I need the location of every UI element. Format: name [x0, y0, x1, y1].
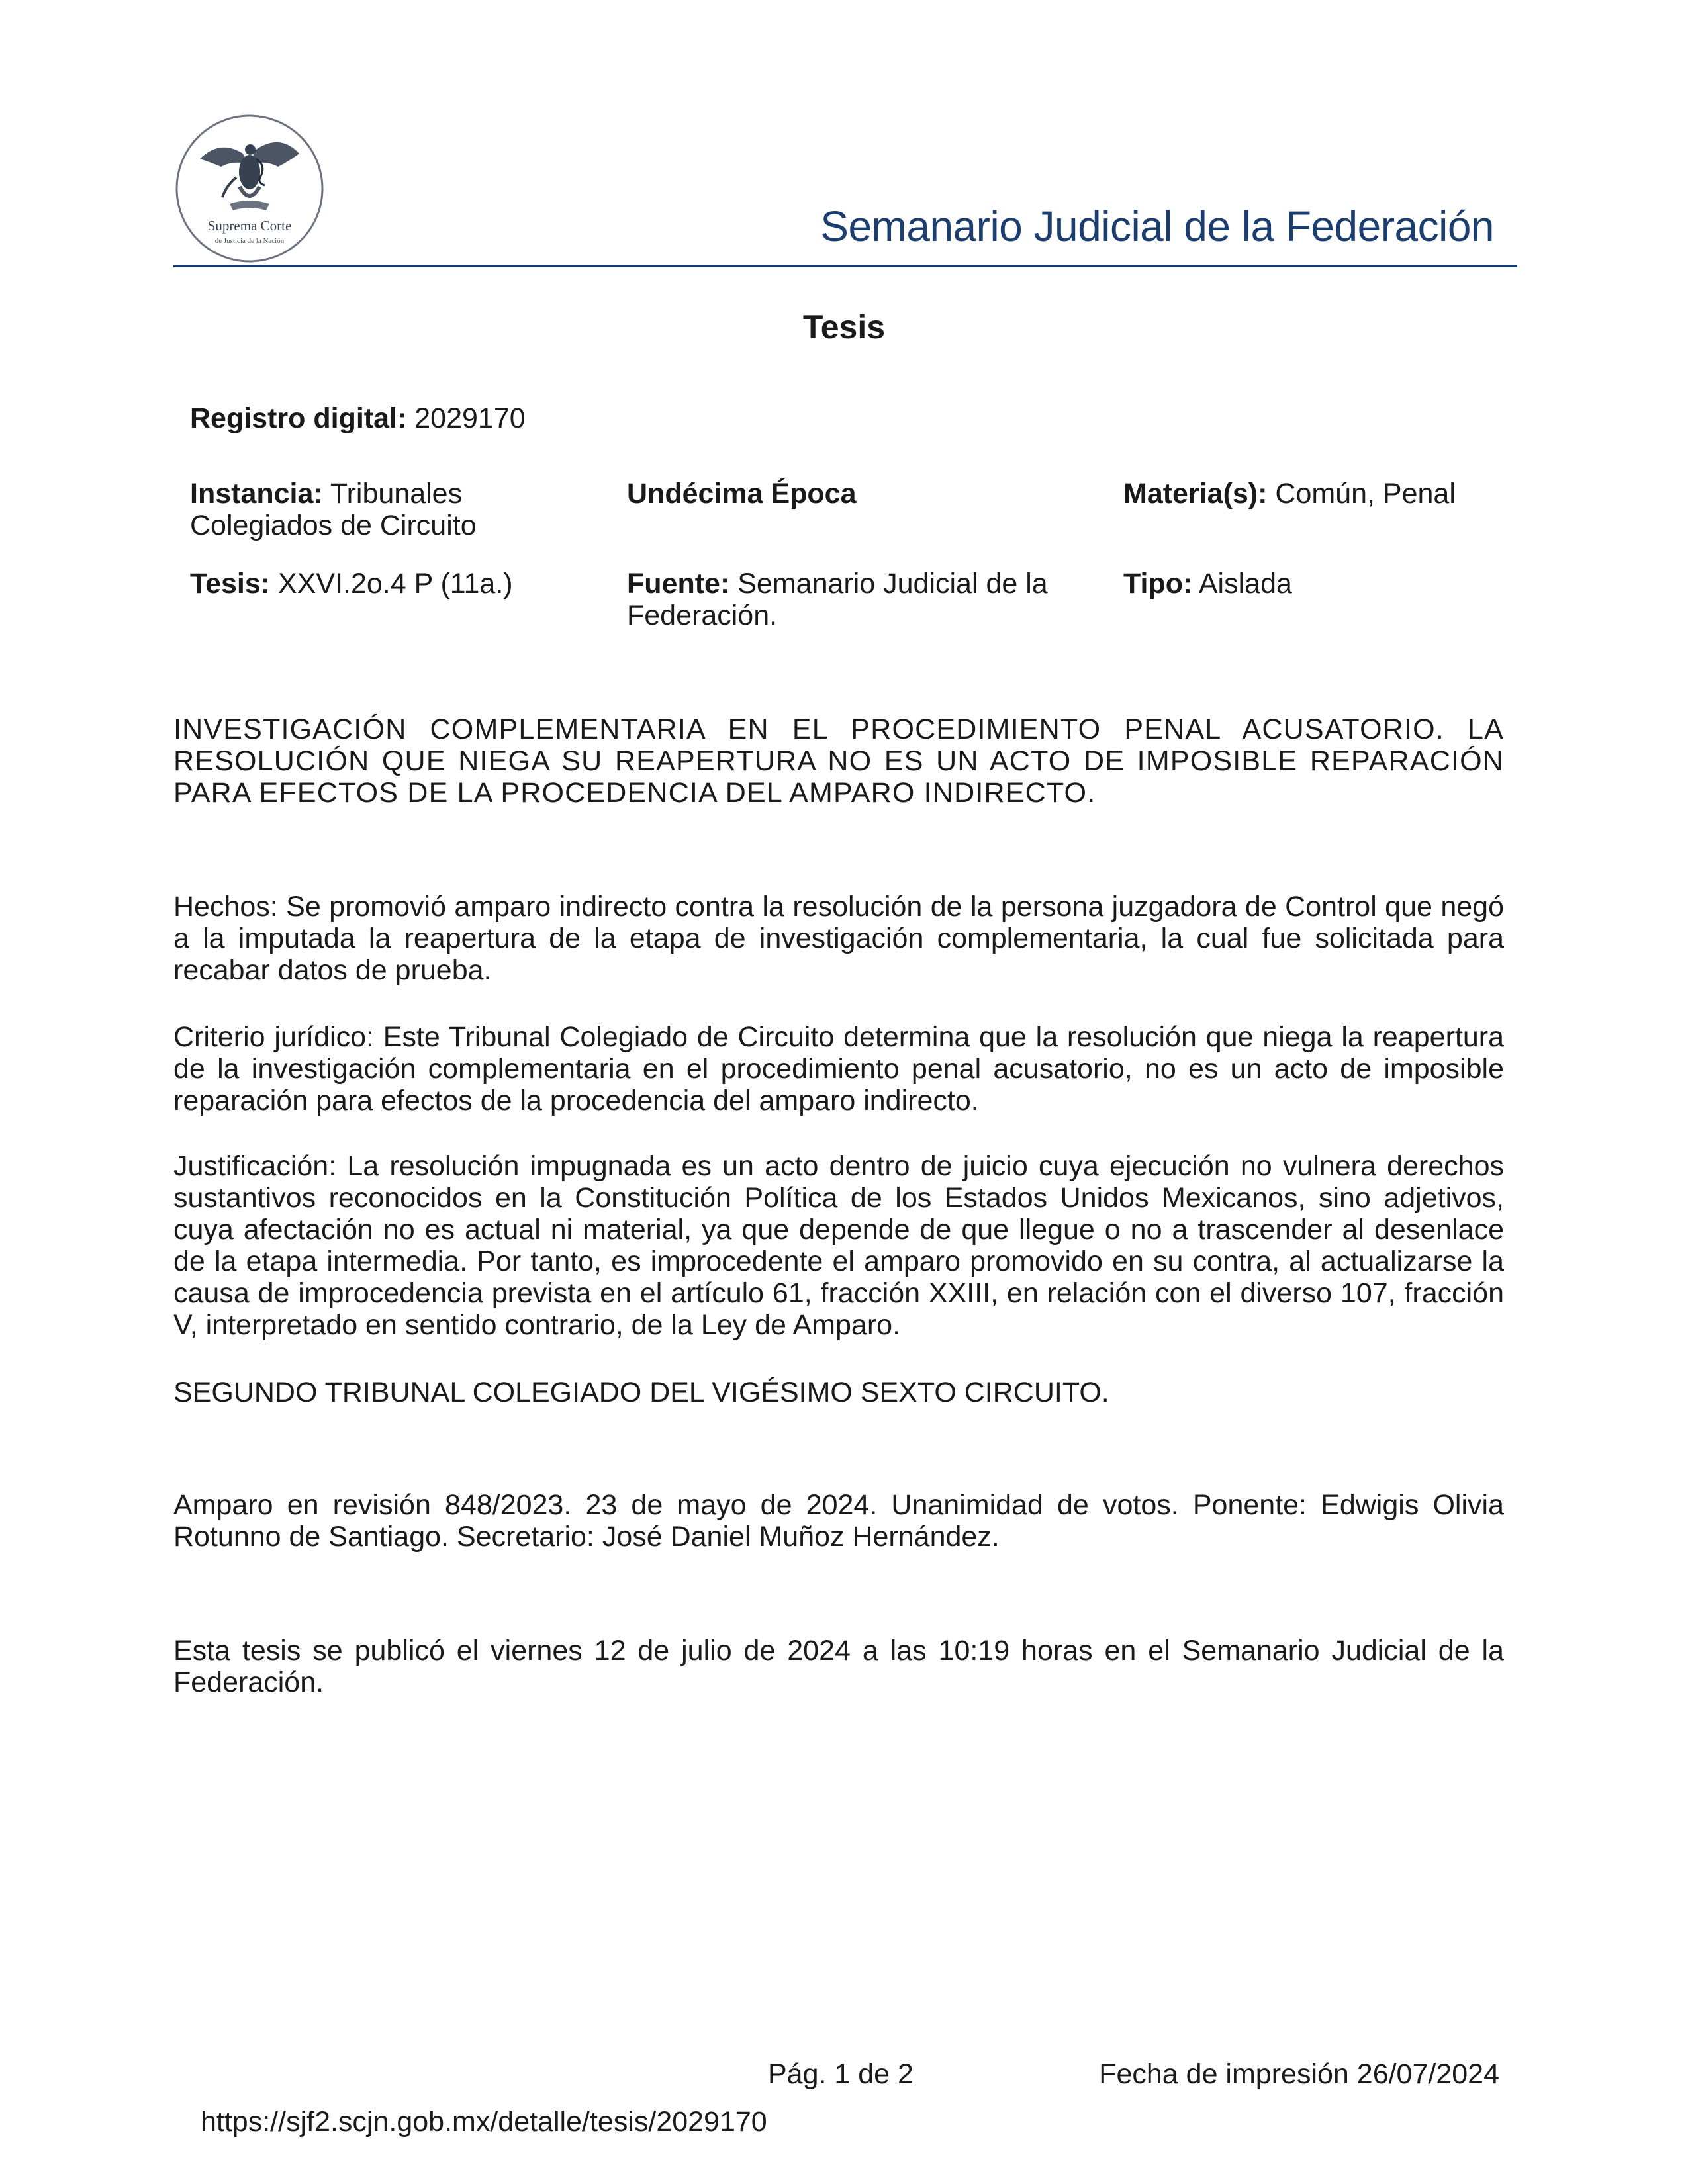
fuente	[627, 568, 1090, 631]
logo-line1: Suprema Corte	[207, 218, 292, 234]
tesis-label: Tesis:	[190, 568, 271, 600]
epoca-value: Undécima Época	[627, 478, 857, 510]
tesis-rubro: INVESTIGACIÓN COMPLEMENTARIA EN EL PROCEDIMIENTO PENAL ACUSATORIO. LA RESOLUCIÓN QUE NIEGA SU REAPERTURA NO ES UN ACTO DE IMPOSIBLE REPARACIÓN PARA EFECTOS DE LA PROCEDENCIA DEL AMPARO INDIRECTO.	[173, 713, 1504, 809]
fuente-label: Fuente:	[627, 568, 730, 600]
instancia-label: Instancia:	[190, 478, 323, 510]
print-date: Fecha de impresión 26/07/2024	[1099, 2058, 1499, 2090]
justificacion-paragraph: Justificación: La resolución impugnada es un acto dentro de juicio cuya ejecución no vulnera derechos sustantivos reconocidos en la Constitución Política de los Estados Unidos Mexicanos, sino adjetivos, cuya afectación no es actual ni material, ya que depende de que llegue o no a trascender al desenlace de la etapa intermedia. Por tanto, es improcedente el amparo promovido en su contra, al actualizarse la causa de improcedencia prevista en el artículo 61, fracción XXIII, en relación con el diverso 107, fracción V, interpretado en sentido contrario, de la Ley de Amparo.	[173, 1150, 1504, 1341]
document-type-heading: Tesis	[802, 308, 886, 345]
registro-value: 2029170	[414, 402, 526, 434]
page-number: Pág. 1 de 2	[768, 2058, 914, 2090]
epoca	[627, 478, 857, 510]
materia-value: Común, Penal	[1275, 478, 1456, 510]
eagle-seal-icon	[173, 113, 326, 265]
fuente-value: Semanario Judicial de la Federación.	[627, 568, 1048, 631]
publicacion-paragraph: Esta tesis se publicó el viernes 12 de julio de 2024 a las 10:19 horas en el Semanario Judicial de la Federación.	[173, 1635, 1504, 1698]
tipo	[1123, 568, 1292, 600]
tipo-value: Aislada	[1198, 568, 1292, 600]
criterio-paragraph: Criterio jurídico: Este Tribunal Colegiado de Circuito determina que la resolución que niega la reapertura de la investigación complementaria en el procedimiento penal acusatorio, no es un acto de imposible reparación para efectos de la procedencia del amparo indirecto.	[173, 1021, 1504, 1116]
precedente-paragraph: Amparo en revisión 848/2023. 23 de mayo de 2024. Unanimidad de votos. Ponente: Edwigis Olivia Rotunno de Santiago. Secretario: José Daniel Muñoz Hernández.	[173, 1489, 1504, 1553]
tesis-value: XXVI.2o.4 P (11a.)	[278, 568, 513, 600]
materias	[1123, 478, 1456, 510]
logo-line2: de Justicia de la Nación	[214, 237, 285, 245]
tribunal-name: SEGUNDO TRIBUNAL COLEGIADO DEL VIGÉSIMO SEXTO CIRCUITO.	[173, 1377, 1109, 1408]
scjn-logo	[173, 113, 326, 265]
materia-label: Materia(s):	[1123, 478, 1268, 510]
tesis-number	[190, 568, 513, 600]
tipo-label: Tipo:	[1123, 568, 1193, 600]
hechos-paragraph: Hechos: Se promovió amparo indirecto contra la resolución de la persona juzgadora de Control que negó a la imputada la reapertura de la etapa de investigación complementaria, la cual fue solicitada para recabar datos de prueba.	[173, 891, 1504, 986]
header-divider	[173, 265, 1517, 267]
instancia-value: Tribunales Colegiados de Circuito	[190, 478, 477, 541]
registro-digital	[190, 402, 526, 434]
registro-label: Registro digital:	[190, 402, 407, 434]
instancia	[190, 478, 587, 541]
site-title: Semanario Judicial de la Federación	[820, 203, 1494, 250]
document-url[interactable]: https://sjf2.scjn.gob.mx/detalle/tesis/2029170	[201, 2106, 767, 2138]
